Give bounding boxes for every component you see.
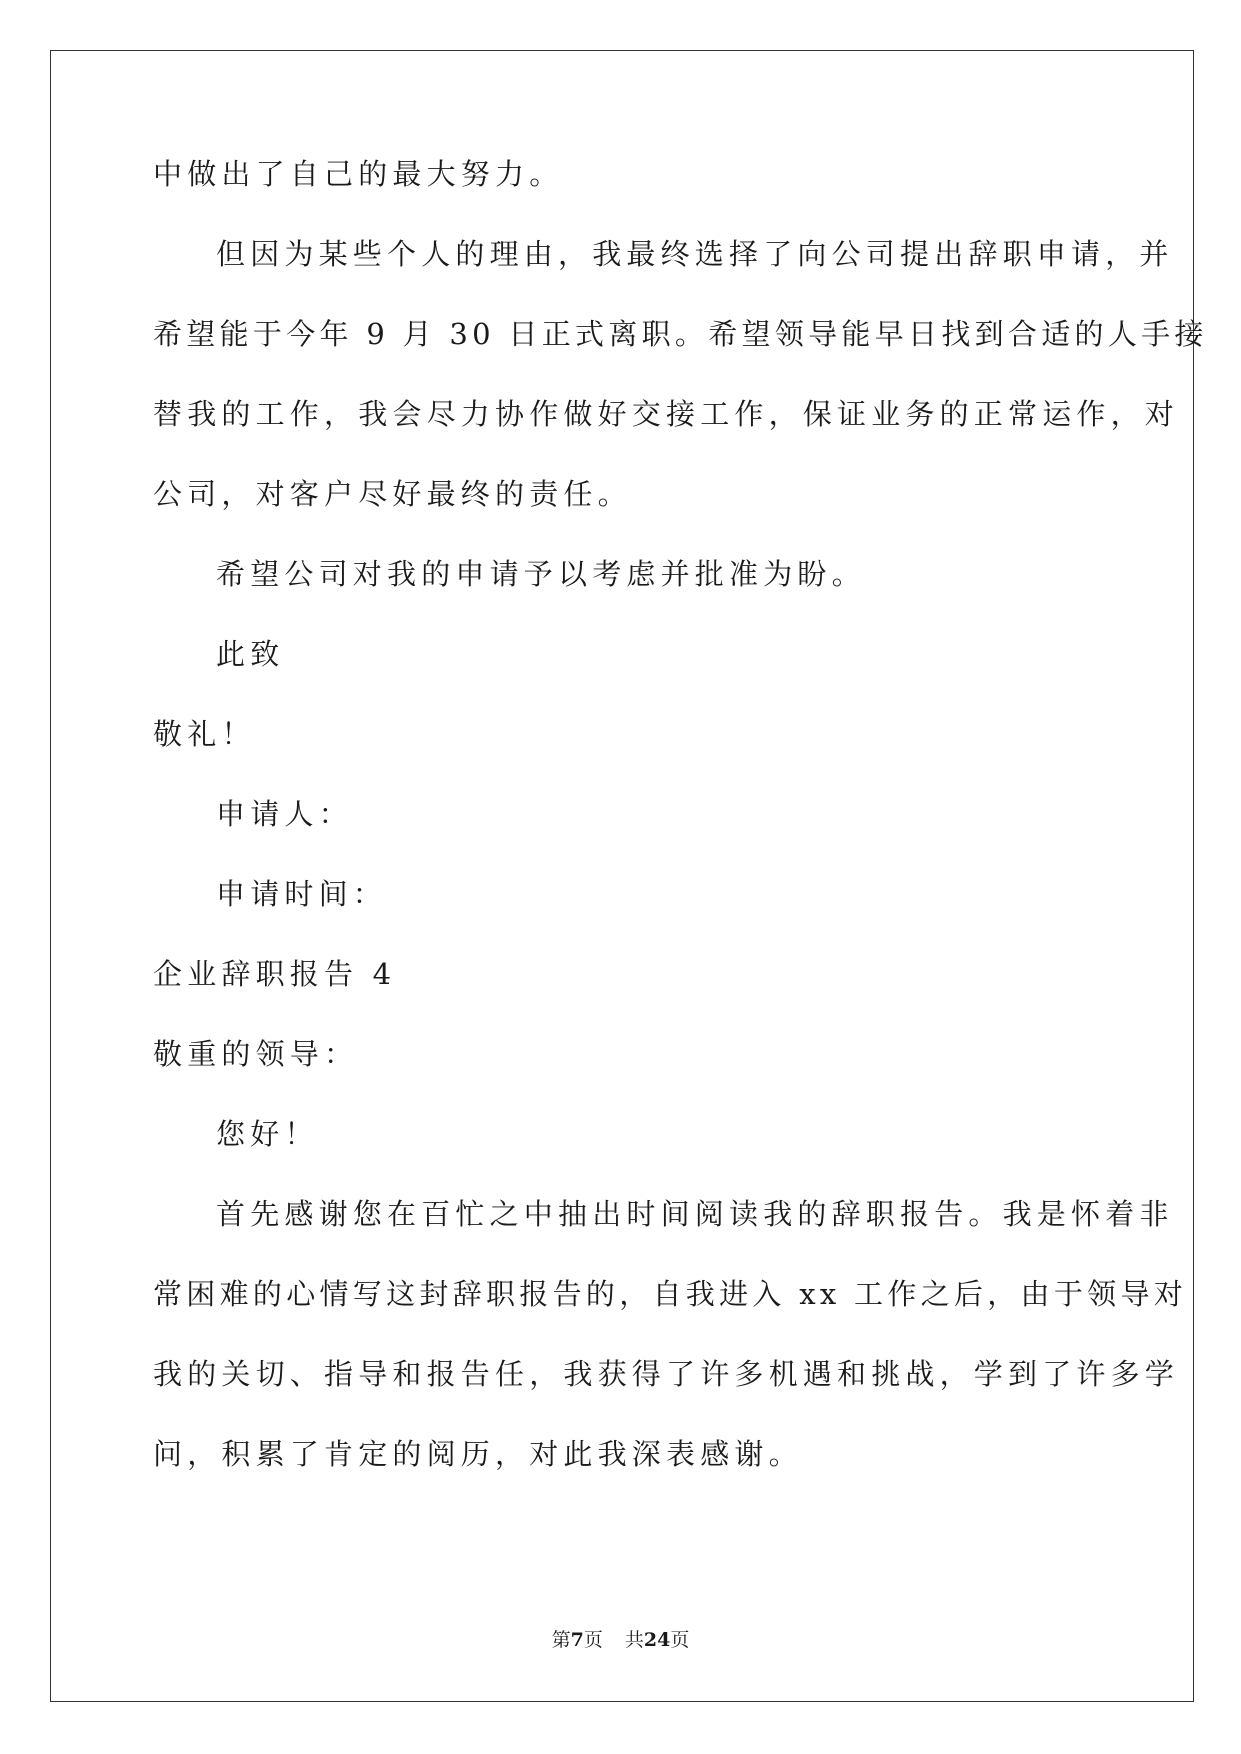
letter-greeting: 敬重的领导： xyxy=(153,1037,359,1071)
paragraph-line: 但因为某些个人的理由，我最终选择了向公司提出辞职申请，并 xyxy=(216,237,1174,271)
closing-salutation: 此致 xyxy=(216,637,285,671)
total-pages: 24 xyxy=(643,1629,671,1651)
paragraph-line: 问，积累了肯定的阅历，对此我深表感谢。 xyxy=(153,1437,803,1471)
paragraph-line: 希望能于今年 9 月 30 日正式离职。希望领导能早日找到合适的人手接 xyxy=(153,317,1208,351)
page-prefix: 第 xyxy=(551,1629,571,1651)
section-heading: 企业辞职报告 4 xyxy=(153,957,397,991)
page-footer xyxy=(0,1629,1241,1651)
paragraph-line: 替我的工作，我会尽力协作做好交接工作，保证业务的正常运作，对 xyxy=(153,397,1180,431)
paragraph-line: 我的关切、指导和报告任，我获得了许多机遇和挑战，学到了许多学 xyxy=(153,1357,1180,1391)
page-suffix: 页 xyxy=(583,1629,603,1651)
letter-hello: 您好！ xyxy=(216,1117,319,1151)
total-prefix: 共 xyxy=(624,1629,644,1651)
applicant-label: 申请人： xyxy=(216,797,353,831)
paragraph-line: 希望公司对我的申请予以考虑并批准为盼。 xyxy=(216,557,866,591)
paragraph-line: 常困难的心情写这封辞职报告的，自我进入 xx 工作之后，由于领导对 xyxy=(153,1277,1188,1311)
application-date-label: 申请时间： xyxy=(216,877,388,911)
paragraph-line: 首先感谢您在百忙之中抽出时间阅读我的辞职报告。我是怀着非 xyxy=(216,1197,1174,1231)
paragraph-line: 中做出了自己的最大努力。 xyxy=(153,157,564,191)
total-suffix: 页 xyxy=(670,1629,690,1651)
page-number: 7 xyxy=(570,1629,584,1651)
paragraph-line: 公司，对客户尽好最终的责任。 xyxy=(153,477,632,511)
document-body xyxy=(153,157,1208,1520)
closing-regards: 敬礼！ xyxy=(153,717,256,751)
